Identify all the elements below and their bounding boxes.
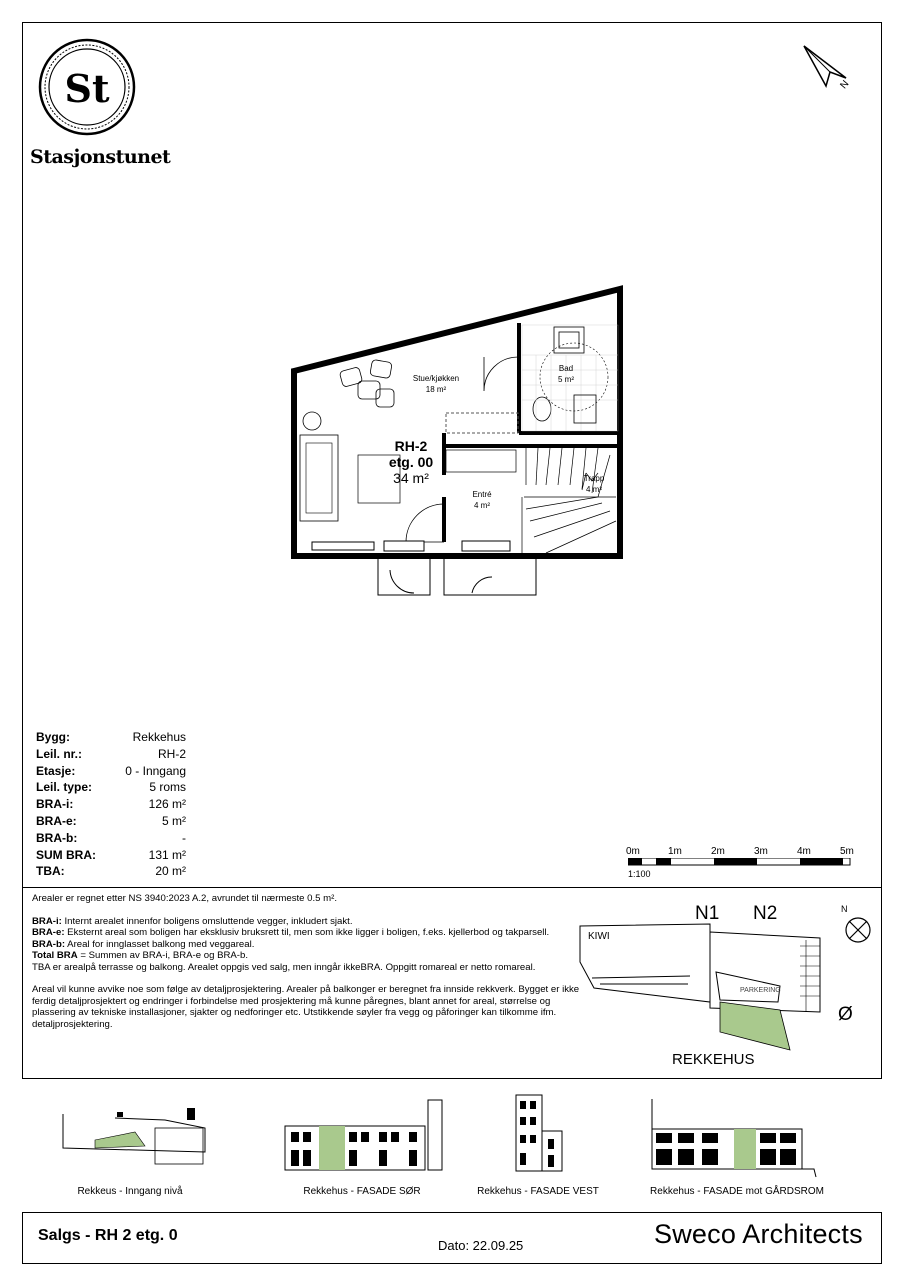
room-area-stue: 18 m² (425, 385, 447, 394)
info-value: - (182, 830, 186, 845)
note-key: Total BRA (32, 950, 78, 961)
room-label-trapp: Trapp (583, 474, 605, 483)
info-value: 131 m² (148, 847, 186, 862)
site-label-n1: N1 (695, 903, 720, 924)
logo-monogram: St (64, 66, 110, 111)
info-row (36, 848, 186, 865)
site-label-parkering: PARKERING (740, 987, 781, 994)
note-text: = Summen av BRA-i, BRA-e og BRA-b. (77, 950, 249, 961)
note-paragraph: Areal vil kunne avvike noe som følge av detaljprosjektering. Arealer på balkonger er beregnet fra innside rekkverk. Bygget er ikke ferdig detaljprosjektert og endringer i forbindelse med prosjektering må kunne påregnes, blant annet for areal, størrelse og plassering av tekniske installasjoner, sjakter og nedforinger etc. Utstikkende søyler fra vegg og påforinger kan tilkomme ifm. detaljprosjektering. (32, 984, 580, 1030)
info-key: Leil. nr.: (36, 746, 83, 761)
info-row (36, 780, 186, 797)
room-area-entre: 4 m² (474, 501, 490, 510)
site-label-kiwi: KIWI (588, 931, 610, 942)
unit-code: RH-2 (394, 438, 428, 454)
info-key: Leil. type: (36, 780, 93, 795)
note-key: BRA-b: (32, 938, 66, 950)
elevation-vest-thumbnail (492, 1085, 582, 1177)
info-key: TBA: (36, 864, 65, 879)
info-key: BRA-b: (36, 830, 78, 845)
elevation-inngang-thumbnail (55, 1092, 225, 1172)
svg-text:N: N (838, 78, 852, 92)
site-label-east: Ø (838, 1004, 853, 1025)
scale-bar (626, 846, 858, 879)
sheet-date: Dato: 22.09.25 (438, 1238, 524, 1253)
info-value: 20 m² (155, 864, 186, 879)
scale-ratio: 1:100 (628, 869, 651, 879)
info-row (36, 730, 186, 747)
scale-label: 5m (840, 846, 854, 857)
info-key: BRA-e: (36, 813, 77, 828)
unit-info-table (36, 730, 186, 881)
info-value: 5 m² (162, 813, 186, 828)
elevation-label: Rekkehus - FASADE mot GÅRDSROM (650, 1186, 824, 1197)
note-key: BRA-e: (32, 927, 65, 938)
elevation-label: Rekkehus - FASADE VEST (477, 1186, 599, 1197)
info-row (36, 797, 186, 814)
scale-label: 0m (626, 846, 640, 857)
info-value: 126 m² (148, 797, 186, 812)
room-label-stue: Stue/kjøkken (412, 374, 460, 383)
info-key: BRA-i: (36, 797, 74, 812)
logo-emblem (38, 38, 136, 136)
note-text: Eksternt areal som boligen har eksklusiv bruksrett til, men som ikke ligger i boligen, f.eks. kjellerbod og takparsell. (64, 927, 550, 938)
divider-notes (22, 887, 882, 888)
scale-label: 1m (668, 846, 682, 857)
elevation-label: Rekkehus - FASADE SØR (303, 1186, 421, 1197)
elevation-label: Rekkeus - Inngang nivå (77, 1186, 183, 1197)
info-row (36, 831, 186, 848)
floor-plan (286, 285, 626, 600)
note-line: Arealer er regnet etter NS 3940:2023 A.2, avrundet til nærmeste 0.5 m². (32, 893, 338, 904)
scale-label: 2m (711, 846, 725, 857)
info-row (36, 814, 186, 831)
unit-area: 34 m² (393, 470, 429, 486)
info-row (36, 747, 186, 764)
info-value: Rekkehus (132, 730, 186, 744)
unit-floor: etg. 00 (388, 454, 434, 470)
scale-label: 3m (754, 846, 768, 857)
divider-footer-top (22, 1078, 882, 1079)
note-key: BRA-i: (32, 915, 62, 927)
elevation-gardsrom-thumbnail (638, 1095, 824, 1179)
room-label-entre: Entré (472, 490, 492, 499)
note-line: TBA er arealpå terrasse og balkong. Arealet oppgis ved salg, men inngår ikkeBRA. Oppgitt romareal er netto romareal. (32, 961, 536, 973)
north-arrow-icon (800, 42, 854, 94)
elevation-sor-thumbnail (283, 1092, 447, 1176)
info-row (36, 764, 186, 781)
room-area-trapp: 4 m² (586, 485, 602, 494)
info-value: RH-2 (157, 746, 186, 761)
info-key: SUM BRA: (36, 847, 96, 862)
site-plan (570, 892, 880, 1072)
site-label-rekkehus: REKKEHUS (672, 1051, 755, 1068)
info-key: Bygg: (36, 730, 70, 744)
info-key: Etasje: (36, 763, 76, 778)
note-text: Areal for innglasset balkong med veggareal. (65, 938, 255, 950)
company-name: Sweco Architects (654, 1219, 863, 1249)
scale-label: 4m (797, 846, 811, 857)
sheet-title: Salgs - RH 2 etg. 0 (38, 1227, 178, 1244)
room-area-bad: 5 m² (558, 375, 574, 384)
info-value: 0 - Inngang (125, 763, 186, 778)
area-notes (32, 893, 592, 1030)
site-label-n2: N2 (753, 903, 778, 924)
logo-name: Stasjonstunet (30, 146, 171, 168)
note-text: Internt arealet innenfor boligens omsluttende vegger, inkludert sjakt. (61, 915, 353, 927)
room-label-bad: Bad (558, 364, 574, 373)
site-north-label: N (841, 904, 848, 914)
info-row (36, 864, 186, 881)
info-value: 5 roms (149, 780, 186, 795)
